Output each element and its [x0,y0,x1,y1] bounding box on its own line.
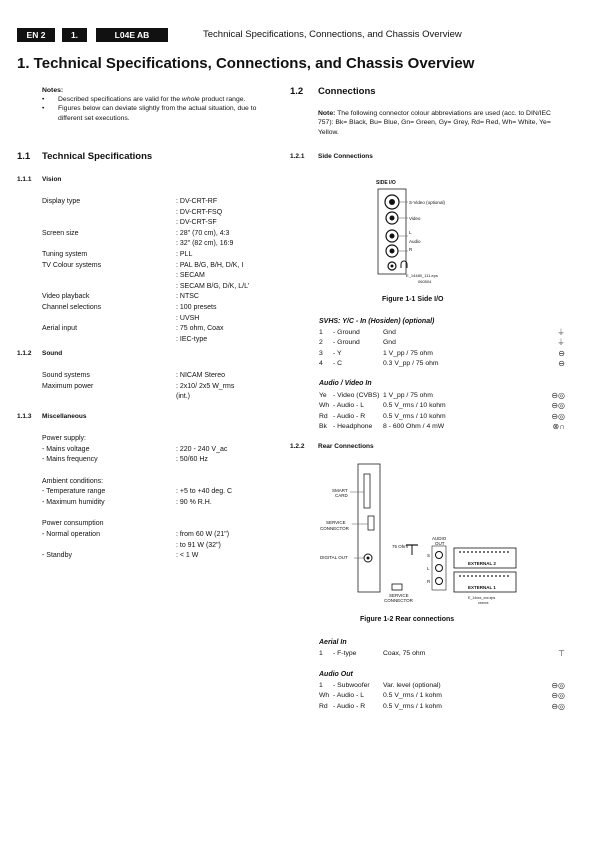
section-1-2-title: Connections [318,86,376,97]
connector-symbol-icon: ⊖◎ [551,691,565,701]
spec-value: (int.) [176,393,190,401]
spec-label: Power consumption [42,520,104,528]
pin-n: 3 [319,349,323,357]
pin-row [319,328,579,337]
pin-val: 0.5 V_rms / 10 kohm [383,412,446,420]
section-1-1-3-title: Miscellaneous [42,413,87,420]
spec-value: : PAL B/G, B/H, D/K, I [176,261,244,269]
pin-row [319,681,579,690]
pin-val: 0.3 V_pp / 75 ohm [383,359,439,367]
spec-label: - Standby [42,552,72,560]
spec-label: Power supply: [42,435,86,442]
connector-symbol-icon: ⊗∩ [552,421,565,431]
pin-val: 8 - 600 Ohm / 4 mW [383,422,445,430]
side-io-video-label: Video [409,216,421,221]
pin-n: Wh [319,402,330,410]
spec-value: : SECAM [176,272,205,280]
pin-val: 0.5 V_rms / 1 kohm [383,702,442,710]
rear-file-date: xxxxxx [478,601,489,605]
notes-label: Notes: [42,87,64,94]
section-1-1-1-number: 1.1.1 [17,176,32,183]
audio-out-title: Audio Out [319,671,353,678]
side-io-r-label: R [409,247,413,252]
connector-symbol-icon: ⏚ [557,338,565,348]
side-io-svideo-label: S-Video (optional) [409,200,445,205]
spec-value: : DV-CRT-RF [176,198,218,205]
connector-colour-note: Note: The following connector colour abbreviations are used (acc. to DIN/IEC 757): Bk= Black, Bu= Blue, Gn= Green, Gy= Grey, Rd= Red, Wh= White, Ye= Yellow. [318,110,551,136]
spec-value: : 32" (82 cm), 16:9 [176,240,234,248]
pin-name: - Audio - R [333,412,366,420]
pin-row [319,401,579,410]
spec-value: : 75 ohm, Coax [176,325,224,333]
audio-out-s-label: S [427,553,431,558]
spec-label: Sound systems [42,372,90,379]
spec-label: - Temperature range [42,488,106,496]
side-io-l-label: L [409,230,412,235]
pin-name: - Subwoofer [333,682,370,689]
section-1-2-1-number: 1.2.1 [290,153,305,160]
side-io-file-date: 060504 [418,279,432,284]
pin-row [319,412,579,421]
pin-val: 1 V_pp / 75 ohm [383,392,433,399]
note-item-2: • Figures below can deviate slightly from the actual situation, due to different set executions. [42,104,272,122]
connector-symbol-icon: ⊖◎ [551,401,565,411]
spec-value: : 90 % R.H. [176,498,212,506]
pin-val: 0.5 V_rms / 10 kohm [383,402,446,410]
connector-symbol-icon: ⊖◎ [551,411,565,421]
spec-label: - Mains voltage [42,445,90,453]
pin-row [319,391,579,400]
spec-label: Channel selections [42,304,102,311]
pin-name: - C [333,359,343,367]
section-1-2-1-title: Side Connections [318,153,373,160]
connector-symbol-icon: ⊖◎ [551,701,565,711]
spec-label: Ambient conditions: [42,477,104,485]
connector-symbol-icon: ⊖ [558,358,565,368]
connector-symbol-icon: ⊖ [558,348,565,358]
section-1-1-2-number: 1.1.2 [17,350,32,357]
audio-out-l-label: L [427,566,430,571]
pin-row [319,649,579,658]
spec-value: : +5 to +40 deg. C [176,488,233,496]
pin-val: Coax, 75 ohm [383,650,426,657]
section-1-2-2-title: Rear Connections [318,443,374,450]
spec-label: - Normal operation [42,531,100,538]
section-1-1-1-title: Vision [42,176,62,183]
spec-value: : DV-CRT-FSQ [176,208,223,216]
spec-label: TV Colour systems [42,261,102,269]
spec-value: : < 1 W [176,552,199,560]
smart-label: SMART [332,488,348,493]
aerial-in-title: Aerial In [319,639,347,646]
spec-label: - Maximum humidity [42,498,105,506]
section-1-2-2-number: 1.2.2 [290,443,305,450]
spec-value: : 220 - 240 V_ac [176,445,228,453]
pin-name: - Audio - L [333,402,364,410]
spec-value: : SECAM B/G, D/K, L/L' [176,282,250,290]
connector-symbol-icon: ⏚ [557,328,565,337]
pin-name: - Headphone [333,422,373,430]
spec-value: : 28" (70 cm), 4:3 [176,229,230,237]
connector-symbol-icon: ⊖◎ [551,391,565,400]
connector-symbol-icon: ⊤ [558,649,565,658]
spec-value: : PLL [176,251,193,258]
pin-row [319,422,579,431]
connector-label: CONNECTOR [320,526,349,531]
pin-val: Var. level (optional) [383,682,441,689]
pin-val: Gnd [383,329,396,336]
pin-name: - Audio - R [333,702,366,710]
digital-out-label: DIGITAL OUT [320,555,348,560]
pin-val: 1 V_pp / 75 ohm [383,349,433,357]
page-tag-en2: EN 2 [17,28,55,42]
spec-label: Maximum power [42,382,94,390]
pin-row [319,349,579,358]
spec-value: : NICAM Stereo [176,372,226,379]
section-1-1-number: 1.1 [17,151,31,162]
chapter-title: 1. Technical Specifications, Connections, and Chassis Overview [17,55,475,72]
pin-n: 1 [319,329,323,336]
pin-n: 1 [319,682,323,689]
external-2-label: EXTERNAL 2 [468,561,496,566]
external-1-label: EXTERNAL 1 [468,585,496,590]
figure-1-2-caption: Figure 1-2 Rear connections [360,616,455,623]
spec-label: - Mains frequency [42,456,98,464]
section-1-1-2-title: Sound [42,350,63,357]
side-io-title: SIDE I/O [376,180,396,186]
section-1-2-number: 1.2 [290,86,304,97]
pin-n: 2 [319,339,323,347]
pin-name: - F-type [333,650,357,657]
spec-label: Display type [42,198,81,205]
pin-n: Rd [319,702,328,710]
audio-out-label-2: OUT [435,541,445,546]
service-label-2: SERVICE [389,593,409,598]
pin-val: 0.5 V_rms / 1 kohm [383,692,442,700]
spec-label: Tuning system [42,251,88,258]
card-label: CARD [335,493,348,498]
ohm75-label: 75 Ohm [392,544,409,549]
audio-out-r-label: R [427,579,431,584]
audio-out-label: AUDIO [432,536,447,541]
svhs-table-title: SVHS: Y/C - In (Hosiden) (optional) [319,318,435,325]
pin-row [319,338,579,347]
pin-n: Wh [319,692,330,700]
pin-name: - Y [333,349,342,357]
pin-n: Ye [319,392,327,399]
side-io-figure [370,175,490,290]
notes-block [42,86,272,123]
header-title: Technical Specifications, Connections, and Chassis Overview [203,29,462,40]
page-tag-chapter: 1. [62,28,87,42]
side-io-audio-label: Audio [409,239,421,244]
spec-label: Screen size [42,229,79,237]
pin-row [319,702,579,711]
spec-value: : 2x10/ 2x5 W_rms [176,382,235,390]
spec-value: : DV-CRT-SF [176,219,217,227]
pin-n: Rd [319,412,328,420]
figure-1-1-caption: Figure 1-1 Side I/O [382,296,444,303]
pin-row [319,691,579,700]
side-io-file-code: E_14480_111.eps [406,273,438,278]
spec-value: : IEC-type [176,335,208,343]
spec-label: Aerial input [42,325,78,333]
service-label: SERVICE [326,520,346,525]
spec-label: Video playback [42,293,90,301]
spec-value: : NTSC [176,293,199,301]
spec-value: : 50/60 Hz [176,456,208,464]
av-in-table-title: Audio / Video In [319,380,372,387]
pin-n: 1 [319,650,323,657]
pin-n: Bk [319,422,327,430]
spec-value: : 100 presets [176,304,217,311]
page-tag-model: L04E AB [96,28,168,42]
rear-file-code: E_14xxx_xxx.eps [468,596,496,600]
note-item-1: • Described specifications are valid for the whole product range. [42,95,272,104]
connector-symbol-icon: ⊖◎ [551,681,565,690]
pin-name: - Video (CVBS) [333,392,380,399]
pin-n: 4 [319,359,323,367]
pin-name: - Ground [333,339,360,347]
pin-row [319,359,579,368]
spec-value: : to 91 W (32") [176,541,221,549]
rear-connections-figure [310,460,550,605]
pin-name: - Audio - L [333,692,364,700]
spec-value: : UVSH [176,314,200,322]
pin-val: Gnd [383,339,396,347]
spec-value: : from 60 W (21") [176,531,230,538]
connector-label-2: CONNECTOR [384,598,413,603]
section-1-1-title: Technical Specifications [42,151,153,162]
section-1-1-3-number: 1.1.3 [17,413,32,420]
pin-name: - Ground [333,329,360,336]
